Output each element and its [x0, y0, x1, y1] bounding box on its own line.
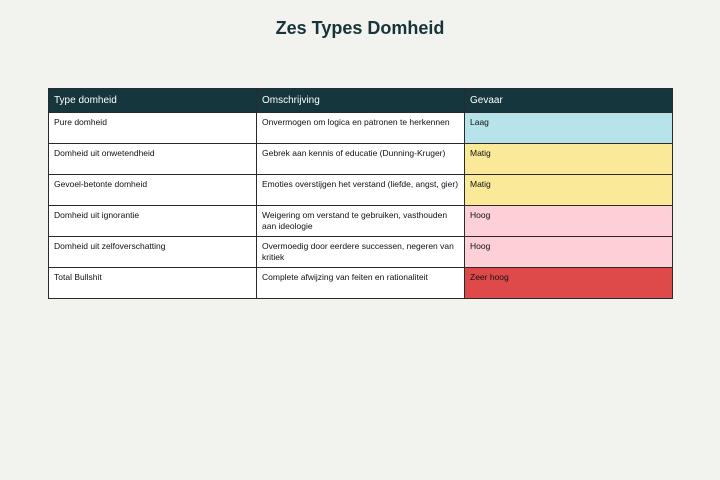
cell-danger: Hoog — [465, 237, 673, 268]
cell-danger: Laag — [465, 113, 673, 144]
header-description: Omschrijving — [257, 89, 465, 113]
table-row — [49, 144, 673, 175]
cell-description: Overmoedig door eerdere successen, negeren van kritiek — [257, 237, 465, 268]
cell-type: Domheid uit ignorantie — [49, 206, 257, 237]
cell-description: Gebrek aan kennis of educatie (Dunning-Kruger) — [257, 144, 465, 175]
table-row — [49, 237, 673, 268]
cell-description: Weigering om verstand te gebruiken, vasthouden aan ideologie — [257, 206, 465, 237]
cell-danger: Matig — [465, 175, 673, 206]
table-header-row — [49, 89, 673, 113]
header-danger: Gevaar — [465, 89, 673, 113]
cell-type: Domheid uit zelfoverschatting — [49, 237, 257, 268]
cell-type: Pure domheid — [49, 113, 257, 144]
cell-danger: Zeer hoog — [465, 268, 673, 299]
cell-danger: Hoog — [465, 206, 673, 237]
header-type: Type domheid — [49, 89, 257, 113]
page-title: Zes Types Domheid — [275, 18, 445, 38]
cell-type: Gevoel-betonte domheid — [49, 175, 257, 206]
table-row — [49, 206, 673, 237]
table-row — [49, 113, 673, 144]
danger-table — [48, 88, 673, 299]
cell-description: Complete afwijzing van feiten en rationaliteit — [257, 268, 465, 299]
cell-danger: Matig — [465, 144, 673, 175]
cell-description: Emoties overstijgen het verstand (liefde, angst, gier) — [257, 175, 465, 206]
table-row — [49, 175, 673, 206]
cell-type: Domheid uit onwetendheid — [49, 144, 257, 175]
cell-type: Total Bullshit — [49, 268, 257, 299]
cell-description: Onvermogen om logica en patronen te herkennen — [257, 113, 465, 144]
table-row — [49, 268, 673, 299]
